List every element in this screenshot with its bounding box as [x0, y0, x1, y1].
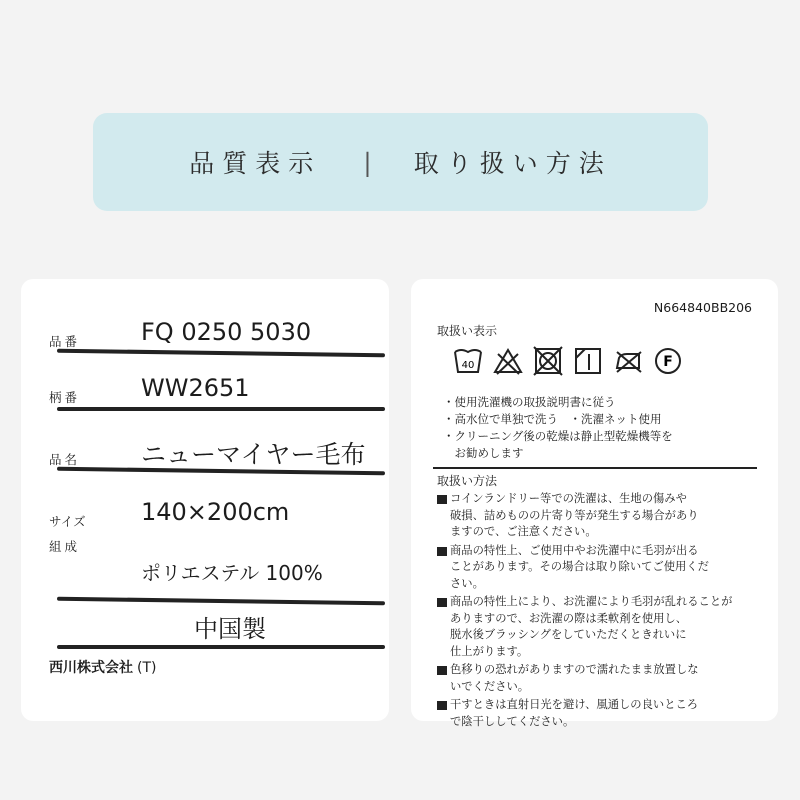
note-line: ありますので、お洗濯の際は柔軟剤を使用し、: [450, 611, 688, 625]
note-line: 破損、詰めものの片寄り等が発生する場合があり: [450, 508, 699, 522]
symbols-title: 取扱い表示: [437, 324, 498, 338]
note-line: で陰干ししてください。: [450, 714, 575, 728]
product-code: N664840BB206: [653, 300, 752, 315]
note-item: [437, 543, 763, 593]
care-line: ・クリーニング後の乾燥は静止型乾燥機等を: [443, 429, 673, 443]
row-value: ポリエステル 100%: [141, 561, 323, 585]
quality-title: 品質表示: [189, 149, 322, 178]
no-iron-icon: [613, 346, 643, 376]
row-key: 柄番: [49, 390, 81, 405]
care-label-card: [411, 279, 778, 728]
row-value: WW2651: [141, 374, 250, 402]
note-line: ことがあります。その場合は取り除いてご使用くだ: [450, 560, 709, 573]
note-item: [437, 594, 763, 660]
note-line: コインランドリー等での洗濯は、生地の傷みや: [450, 492, 687, 505]
note-line: ますので、ご注意ください。: [450, 525, 597, 538]
header-banner: [93, 113, 708, 211]
notes-title: 取扱い方法: [437, 474, 498, 488]
note-line: さい。: [450, 576, 484, 590]
underline: [57, 407, 385, 411]
line-dry-shade-icon: [573, 346, 603, 376]
note-line: 仕上がります。: [450, 644, 529, 658]
maker-code: (T): [137, 660, 157, 676]
maker-name: [49, 657, 156, 677]
underline: [57, 597, 385, 606]
note-line: いでください。: [450, 679, 530, 693]
care-line: ・使用洗濯機の取扱説明書に従う: [443, 395, 616, 409]
row-key: 品名: [49, 452, 81, 467]
row-key: 品番: [49, 334, 81, 349]
care-instructions: [443, 394, 763, 462]
care-symbols: [453, 346, 683, 376]
care-line: お勧めします: [443, 446, 524, 460]
title-separator: |: [363, 147, 372, 177]
row-value: FQ 0250 5030: [141, 318, 312, 346]
handling-notes: [437, 491, 763, 732]
dry-clean-letter: F: [663, 354, 673, 370]
wash-temp: 40: [461, 360, 475, 371]
row-key: サイズ: [49, 514, 86, 529]
note-line: 商品の特性上、ご使用中やお洗濯中に毛羽が出る: [450, 543, 699, 557]
row-value: ニューマイヤー毛布: [141, 440, 366, 469]
row-key: 組成: [49, 539, 81, 554]
maker-company: 西川株式会社: [49, 660, 133, 676]
origin-value: 中国製: [194, 615, 266, 643]
care-title: 取り扱い方法: [413, 149, 612, 178]
quality-label-card: [21, 279, 389, 721]
care-line: ・高水位で単独で洗う ・洗濯ネット使用: [443, 412, 662, 426]
note-line: 干すときは直射日光を避け、風通しの良いところ: [450, 698, 699, 711]
note-line: 商品の特性上により、お洗濯により毛羽が乱れることが: [450, 595, 733, 608]
note-item: [437, 697, 763, 730]
dry-clean-f-icon: [653, 346, 683, 376]
underline: [57, 349, 385, 358]
note-item: [437, 491, 763, 541]
note-item: [437, 662, 763, 695]
wash-40-icon: [453, 346, 483, 376]
note-line: 脱水後ブラッシングをしていただくときれいに: [450, 628, 687, 641]
note-line: 色移りの恐れがありますので濡れたまま放置しな: [450, 663, 699, 676]
underline: [57, 645, 385, 649]
divider: [433, 467, 757, 469]
no-tumble-dry-icon: [533, 346, 563, 376]
row-value: 140×200cm: [141, 498, 290, 526]
no-bleach-icon: [493, 346, 523, 376]
